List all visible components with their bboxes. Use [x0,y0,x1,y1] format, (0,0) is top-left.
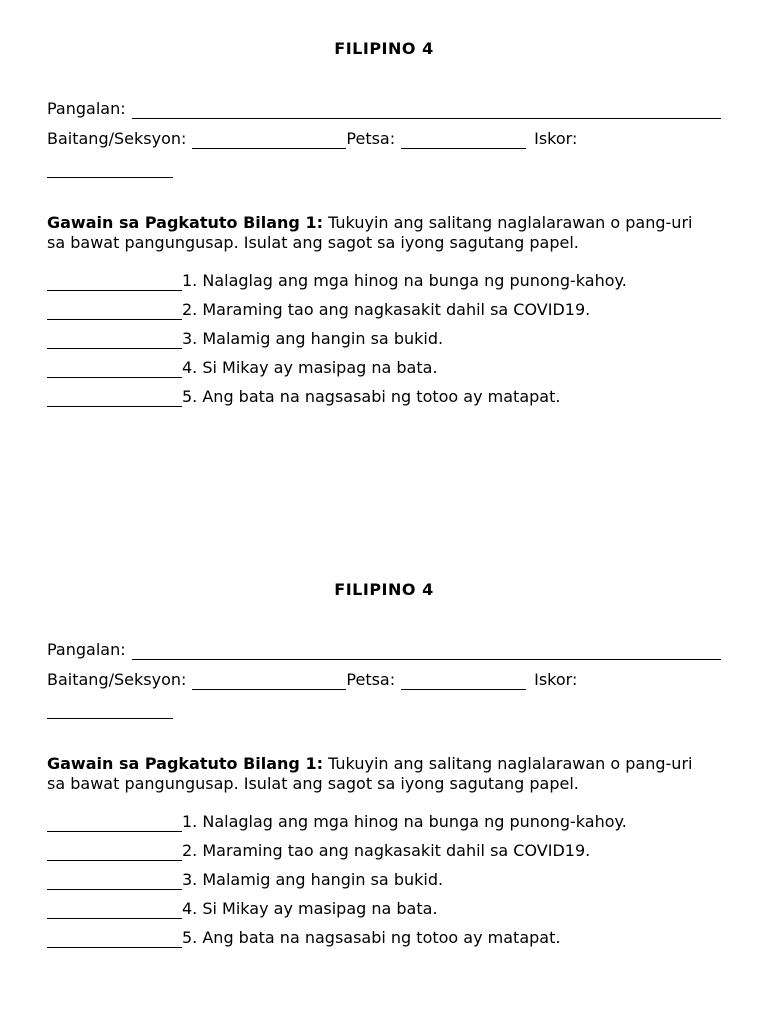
answer-blank[interactable] [47,843,182,861]
score-label: Iskor: [534,670,578,689]
answer-blank[interactable] [47,389,182,407]
item-text: 3. Malamig ang hangin sa bukid. [182,329,444,348]
name-blank[interactable] [132,101,721,119]
worksheet-1 [47,38,721,416]
answer-blank[interactable] [47,901,182,919]
date-blank[interactable] [401,672,526,690]
date-label: Petsa: [346,129,396,148]
list-item [47,358,721,378]
answer-blank[interactable] [47,331,182,349]
item-list [47,271,721,407]
grade-date-score-row [47,670,721,690]
item-text: 4. Si Mikay ay masipag na bata. [182,358,438,377]
name-label: Pangalan: [47,99,126,118]
list-item [47,812,721,832]
item-text: 5. Ang bata na nagsasabi ng totoo ay matapat. [182,387,561,406]
answer-blank[interactable] [47,273,182,291]
item-text: 5. Ang bata na nagsasabi ng totoo ay matapat. [182,928,561,947]
list-item [47,841,721,861]
worksheet-title: FILIPINO 4 [334,580,434,599]
section-blank[interactable] [192,131,346,149]
instruction-text: Tukuyin ang salitang naglalarawan o pang-uri sa bawat pangungusap. Isulat ang sagot sa iyong sagutang papel. [47,754,693,793]
item-text: 3. Malamig ang hangin sa bukid. [182,870,444,889]
list-item [47,387,721,407]
name-row [47,640,721,660]
list-item [47,300,721,320]
answer-blank[interactable] [47,814,182,832]
answer-blank[interactable] [47,930,182,948]
name-row [47,99,721,119]
section-blank[interactable] [192,672,346,690]
instruction-heading: Gawain sa Pagkatuto Bilang 1: [47,754,323,773]
answer-blank[interactable] [47,872,182,890]
score-blank[interactable] [47,701,173,719]
instructions [47,213,715,252]
instruction-text: Tukuyin ang salitang naglalarawan o pang-uri sa bawat pangungusap. Isulat ang sagot sa iyong sagutang papel. [47,213,693,252]
list-item [47,899,721,919]
item-text: 1. Nalaglag ang mga hinog na bunga ng punong-kahoy. [182,812,627,831]
item-text: 2. Maraming tao ang nagkasakit dahil sa COVID19. [182,300,591,319]
section-label: Baitang/Seksyon: [47,129,187,148]
list-item [47,271,721,291]
answer-blank[interactable] [47,360,182,378]
score-blank[interactable] [47,160,173,178]
name-blank[interactable] [132,642,721,660]
instruction-heading: Gawain sa Pagkatuto Bilang 1: [47,213,323,232]
list-item [47,870,721,890]
list-item [47,928,721,948]
worksheet-title: FILIPINO 4 [334,39,434,58]
score-line-row [47,701,721,721]
item-list [47,812,721,948]
score-line-row [47,160,721,180]
date-blank[interactable] [401,131,526,149]
date-label: Petsa: [346,670,396,689]
name-label: Pangalan: [47,640,126,659]
item-text: 1. Nalaglag ang mga hinog na bunga ng punong-kahoy. [182,271,627,290]
worksheet-2 [47,579,721,957]
section-label: Baitang/Seksyon: [47,670,187,689]
score-label: Iskor: [534,129,578,148]
grade-date-score-row [47,129,721,149]
instructions [47,754,715,793]
item-text: 2. Maraming tao ang nagkasakit dahil sa COVID19. [182,841,591,860]
item-text: 4. Si Mikay ay masipag na bata. [182,899,438,918]
list-item [47,329,721,349]
answer-blank[interactable] [47,302,182,320]
